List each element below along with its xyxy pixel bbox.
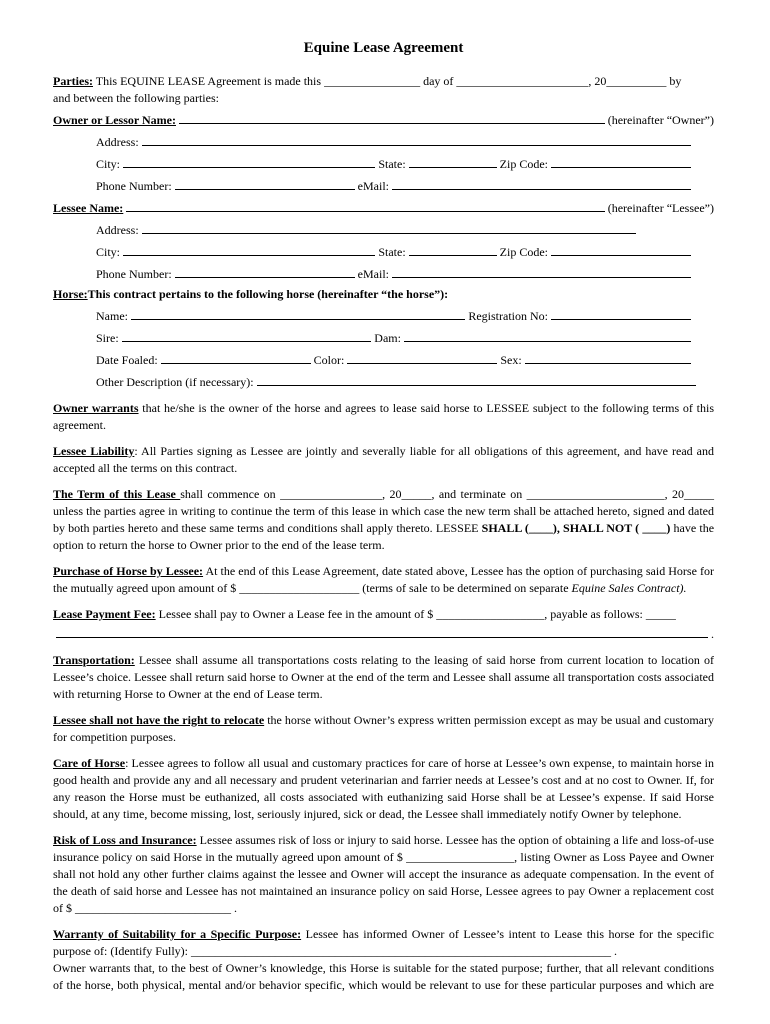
term-start-date-blank[interactable]: _________________ <box>280 487 383 501</box>
owner-warrants-paragraph <box>53 400 714 434</box>
dam-label: Dam: <box>374 331 401 345</box>
term-end-date-blank[interactable]: _______________________ <box>526 487 665 501</box>
risk-text-1: Lessee assumes risk of loss or injury to said horse. Lessee has the option of obtaining a life and loss-of-use insurance policy on said Horse in the mutually agreed upon amount of $ <box>53 833 714 864</box>
owner-phone-row <box>96 176 714 195</box>
care-heading: Care of Horse <box>53 756 126 770</box>
transportation-text: Lessee shall assume all transportations costs relating to the leasing of said horse from current location to location of Lessee’s choice. Lessee shall return said horse to Owner at the end of the term and Lessee shall assume all transportation costs associated with returning Horse to Owner at the end of Lease term. <box>53 653 714 701</box>
owner-city-blank[interactable] <box>123 154 375 168</box>
other-description-label: Other Description (if necessary): <box>96 375 254 389</box>
lessee-email-blank[interactable] <box>392 264 691 278</box>
relocate-heading: Lessee shall not have the right to relocate <box>53 713 265 727</box>
care-paragraph <box>53 755 714 823</box>
owner-email-label: eMail: <box>357 179 389 193</box>
owner-state-blank[interactable] <box>409 154 497 168</box>
purchase-heading: Purchase of Horse by Lessee: <box>53 564 204 578</box>
liability-paragraph <box>53 443 714 477</box>
lease-fee-continuation-row <box>53 624 714 643</box>
owner-phone-blank[interactable] <box>175 176 355 190</box>
lessee-city-blank[interactable] <box>123 242 375 256</box>
liability-heading: Lessee Liability <box>53 444 135 458</box>
owner-zip-label: Zip Code: <box>499 157 548 171</box>
horse-sire-row <box>96 328 714 347</box>
lease-fee-amount-blank[interactable]: __________________ <box>436 607 545 621</box>
warranty-text-2: Owner warrants that, to the best of Owner’s knowledge, this Horse is suitable for the stated purpose; further, that all relevant conditions of the horse, both physical, mental and/or behavior specific, which would be relevant to use for these particular purposes and which are <box>53 961 714 992</box>
lessee-state-label: State: <box>378 245 406 259</box>
parties-text-5: and between the following parties: <box>53 91 219 105</box>
transportation-paragraph <box>53 652 714 703</box>
term-paragraph <box>53 486 714 554</box>
lessee-city-label: City: <box>96 245 121 259</box>
lessee-state-blank[interactable] <box>409 242 497 256</box>
replacement-cost-blank[interactable]: __________________________ <box>75 901 231 915</box>
horse-heading-text: This contract pertains to the following horse (hereinafter “the horse”): <box>87 287 449 301</box>
date-foaled-blank[interactable] <box>161 350 311 364</box>
lessee-name-blank[interactable] <box>126 198 604 212</box>
warranty-period: . <box>610 944 617 958</box>
color-label: Color: <box>313 353 345 367</box>
transportation-heading: Transportation: <box>53 653 135 667</box>
owner-warrants-text: that he/she is the owner of the horse and agrees to lease said horse to LESSEE subject to the following terms of this agreement. <box>53 401 714 432</box>
lessee-address-blank[interactable] <box>142 220 636 234</box>
term-shall-options[interactable]: SHALL (____), SHALL NOT ( ____) <box>481 521 671 535</box>
lessee-phone-blank[interactable] <box>175 264 355 278</box>
term-text-3: , and terminate on <box>431 487 527 501</box>
owner-name-blank[interactable] <box>179 110 605 124</box>
owner-warrants-heading: Owner warrants <box>53 401 139 415</box>
liability-text: : All Parties signing as Lessee are jointly and severally liable for all obligations of this agreement, and have read and accepted all the terms on this contract. <box>53 444 714 475</box>
sire-label: Sire: <box>96 331 119 345</box>
term-text-4: , 20 <box>664 487 685 501</box>
parties-paragraph <box>53 73 714 107</box>
lessee-phone-label: Phone Number: <box>96 267 172 281</box>
lease-fee-period: . <box>711 627 714 641</box>
purchase-text-1: At the end of this Lease Agreement, date stated above, Lessee has the option of purchasing said Horse for the mutually agreed upon amount of $ <box>53 564 714 595</box>
owner-address-label: Address: <box>96 135 139 149</box>
lessee-email-label: eMail: <box>357 267 389 281</box>
parties-text-1: This EQUINE LEASE Agreement is made this <box>92 74 325 88</box>
warranty-heading: Warranty of Suitability for a Specific Purpose: <box>53 927 302 941</box>
lessee-zip-blank[interactable] <box>551 242 691 256</box>
warranty-paragraph <box>53 926 714 960</box>
term-text-2: , 20 <box>382 487 402 501</box>
lease-fee-text-2: , payable as follows: <box>544 607 646 621</box>
purchase-amount-blank[interactable]: ____________________ <box>239 581 360 595</box>
owner-name-label: Owner or Lessor Name: <box>53 113 176 127</box>
term-start-year-blank[interactable]: _____ <box>401 487 432 501</box>
warranty-text-1: Lessee has informed Owner of Lessee’s intent to Lease this horse for the specific purpose of: (Identify Fully): <box>53 927 714 958</box>
horse-name-label: Name: <box>96 309 128 323</box>
risk-paragraph <box>53 832 714 917</box>
parties-text-2: day of <box>420 74 457 88</box>
purpose-blank[interactable]: ______________________________________________________________________ <box>190 944 611 958</box>
lease-fee-paragraph <box>53 606 714 623</box>
purchase-text-2: (terms of sale to be determined on separate <box>359 581 572 595</box>
owner-city-label: City: <box>96 157 121 171</box>
owner-zip-blank[interactable] <box>551 154 691 168</box>
lessee-name-label: Lessee Name: <box>53 201 124 215</box>
sex-blank[interactable] <box>525 350 691 364</box>
registration-label: Registration No: <box>468 309 548 323</box>
parties-text-3: , 20 <box>588 74 607 88</box>
owner-city-row <box>96 154 714 173</box>
month-blank[interactable]: ______________________ <box>456 74 589 88</box>
document-title: Equine Lease Agreement <box>303 40 464 56</box>
year-blank[interactable]: __________ <box>606 74 667 88</box>
term-text-1: shall commence on <box>180 487 281 501</box>
risk-period: . <box>231 901 237 915</box>
term-end-year-blank[interactable]: _____ <box>684 487 715 501</box>
horse-name-blank[interactable] <box>131 306 465 320</box>
lessee-name-row <box>53 198 714 217</box>
care-text: : Lessee agrees to follow all usual and customary practices for care of horse at Lessee’s own expense, to maintain horse in good health and provide any and all necessary and prudent veterinarian and farrier needs at Lessee’s cost and at no cost to Owner. If, for any reason the Horse must be euthanized, all costs associated with euthanizing said Horse shall be at Lessee’s expense. If said Horse should, at any time, become missing, lost, seriously injured, sick or dead, the Lessee shall immediately notify Owner by telephone. <box>53 756 714 821</box>
insurance-amount-blank[interactable]: __________________ <box>406 850 515 864</box>
lessee-zip-label: Zip Code: <box>499 245 548 259</box>
date-foaled-label: Date Foaled: <box>96 353 158 367</box>
owner-email-blank[interactable] <box>392 176 691 190</box>
warranty-continuation-paragraph <box>53 960 714 994</box>
dam-blank[interactable] <box>404 328 691 342</box>
owner-name-row <box>53 110 714 129</box>
parties-heading: Parties: <box>53 74 93 88</box>
owner-address-row <box>96 132 714 151</box>
lessee-city-row <box>96 242 714 261</box>
owner-address-blank[interactable] <box>142 132 691 146</box>
purchase-paragraph <box>53 563 714 597</box>
day-blank[interactable]: ________________ <box>324 74 421 88</box>
term-heading: The Term of this Lease <box>53 487 181 501</box>
lessee-address-row <box>96 220 714 239</box>
equine-sales-contract-ref: Equine Sales Contract). <box>571 581 687 595</box>
sex-label: Sex: <box>500 353 522 367</box>
color-blank[interactable] <box>347 350 497 364</box>
sire-blank[interactable] <box>122 328 372 342</box>
horse-heading-row <box>53 286 714 303</box>
owner-phone-label: Phone Number: <box>96 179 172 193</box>
relocate-text: the horse without Owner’s express written permission except as may be usual and customary for competition purposes. <box>53 713 714 744</box>
lease-fee-text-1: Lessee shall pay to Owner a Lease fee in the amount of $ <box>155 607 437 621</box>
horse-other-row <box>96 372 714 391</box>
lease-fee-terms-blank[interactable]: _____ <box>645 607 676 621</box>
term-text-6: have the option to return the horse to Owner prior to the end of the lease term. <box>53 521 715 552</box>
risk-text-2: , listing Owner as Loss Payee and Owner shall not hold any other further claims against the lessee and Owner will accept the insurance as adequate compensation. In the event of the death of said horse and Lessee has not maintained an insurance policy on said Horse, Lessee agrees to pay Owner a replacement cost of $ <box>53 850 714 915</box>
horse-name-row <box>96 306 714 325</box>
risk-heading: Risk of Loss and Insurance: <box>53 833 197 847</box>
lease-fee-continuation-blank[interactable] <box>56 624 708 638</box>
relocate-paragraph <box>53 712 714 746</box>
registration-blank[interactable] <box>551 306 691 320</box>
other-description-blank[interactable] <box>257 372 696 386</box>
lessee-hereinafter-label: (hereinafter “Lessee”) <box>607 201 714 215</box>
lessee-address-label: Address: <box>96 223 139 237</box>
parties-text-4: by <box>666 74 682 88</box>
lessee-phone-row <box>96 264 714 283</box>
owner-state-label: State: <box>378 157 406 171</box>
lease-fee-heading: Lease Payment Fee: <box>53 607 156 621</box>
horse-foaled-row <box>96 350 714 369</box>
owner-hereinafter-label: (hereinafter “Owner”) <box>607 113 714 127</box>
term-text-5: unless the parties agree in writing to continue the term of this lease in which case the new term shall be attached hereto, signed and dated by both parties hereto and these same terms and conditions shall apply thereto. LESSEE <box>53 504 714 535</box>
horse-heading-label: Horse: <box>53 287 88 301</box>
